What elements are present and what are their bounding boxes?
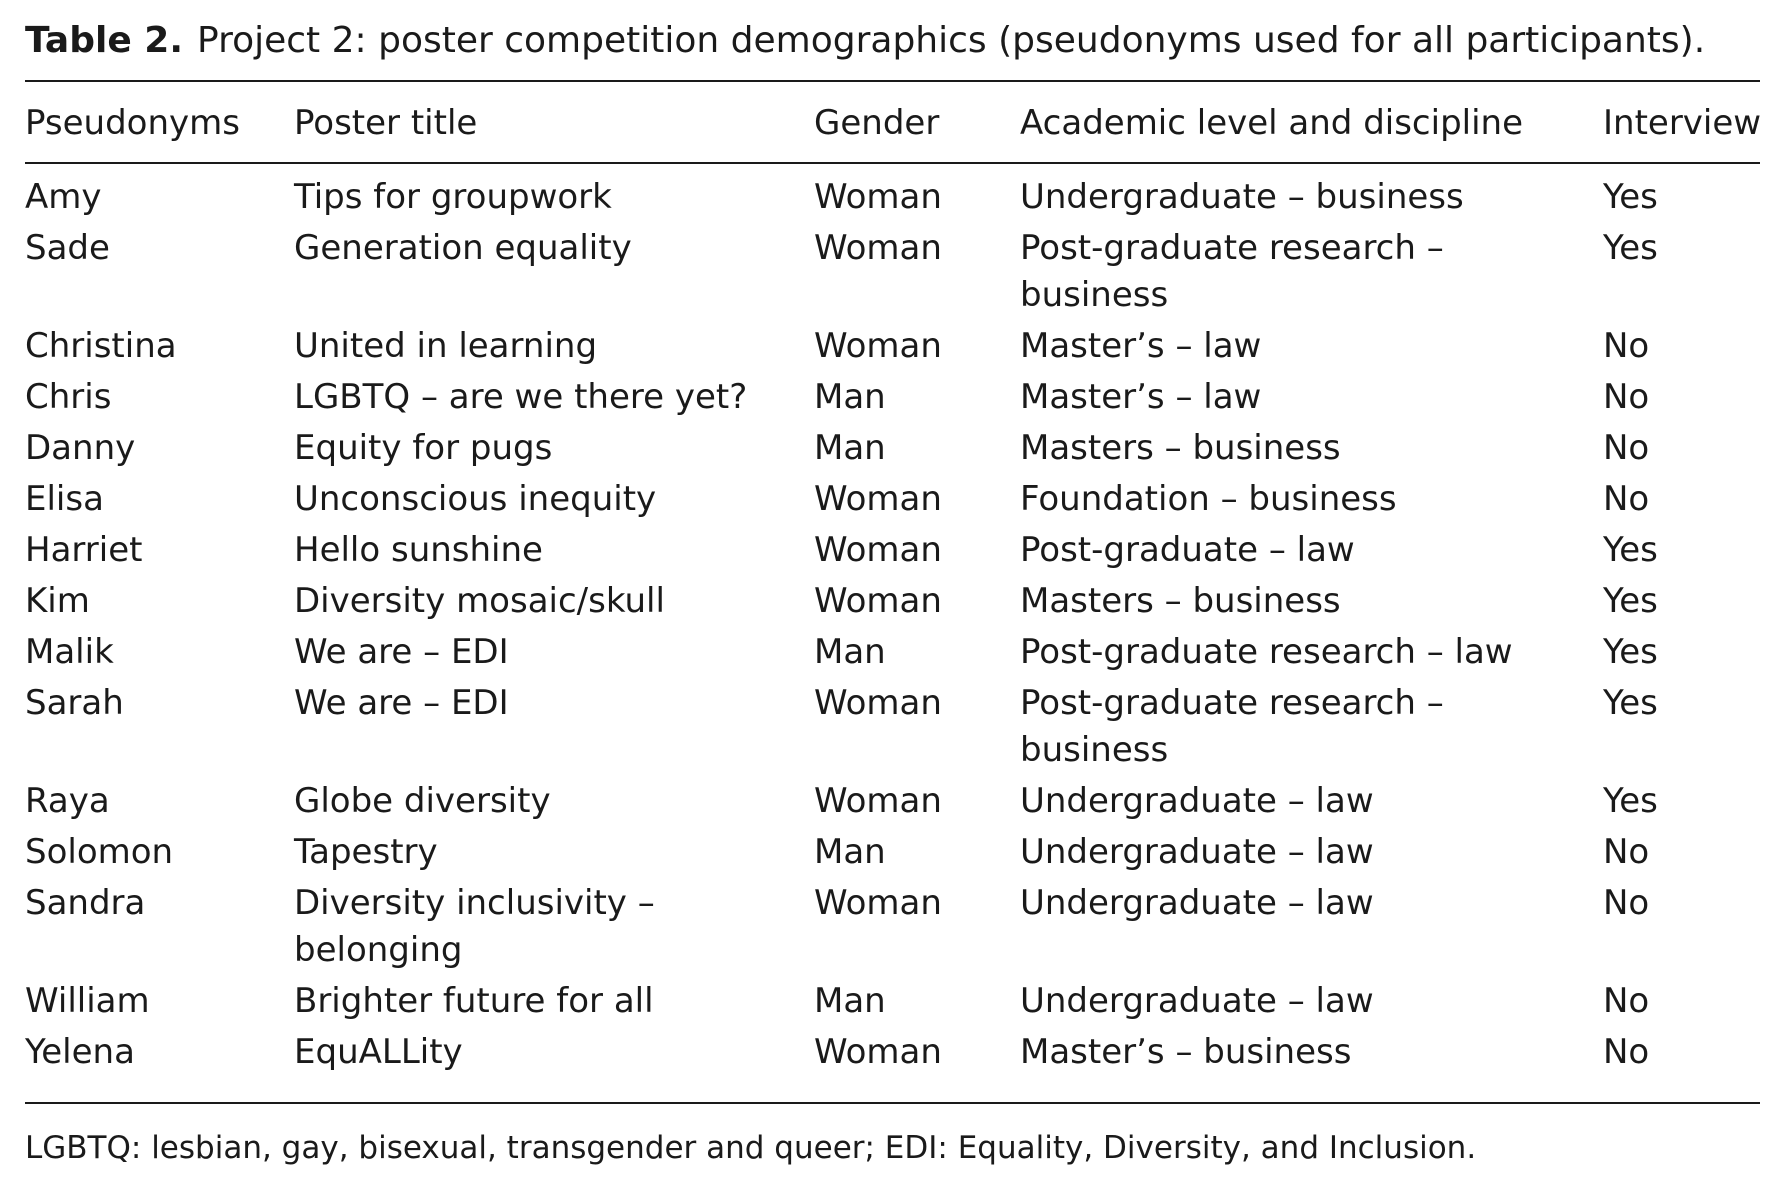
table-top-rule (25, 80, 1760, 82)
table-row (25, 778, 1765, 829)
table-row (25, 323, 1765, 374)
table-header-row (25, 98, 1765, 148)
cell-gender: Man (814, 981, 886, 1021)
column-header-pseudonyms: Pseudonyms (25, 103, 240, 143)
demographics-table (25, 98, 1765, 1080)
table-row (25, 425, 1765, 476)
table-label: Table 2. (25, 20, 183, 61)
cell-academic-level: Undergraduate – business (1020, 177, 1464, 217)
cell-pseudonym: Solomon (25, 832, 174, 872)
cell-gender: Woman (814, 883, 942, 923)
cell-interview: Yes (1603, 530, 1658, 570)
table-row (25, 1029, 1765, 1080)
table-caption-text: Project 2: poster competition demographics (pseudonyms used for all participants). (197, 20, 1706, 61)
cell-academic-level: Undergraduate – law (1020, 981, 1374, 1021)
column-header-gender: Gender (814, 103, 940, 143)
table-row (25, 629, 1765, 680)
cell-poster-title: United in learning (294, 326, 598, 366)
cell-poster-title: EquALLity (294, 1032, 463, 1072)
cell-poster-title-text: Diversity inclusivity – belonging (294, 883, 655, 970)
cell-academic-level: Master’s – law (1020, 326, 1262, 366)
cell-academic-level: Masters – business (1020, 581, 1341, 621)
cell-poster-title: Tips for groupwork (294, 177, 612, 217)
cell-interview: No (1603, 428, 1650, 468)
cell-gender: Man (814, 832, 886, 872)
cell-gender: Man (814, 377, 886, 417)
cell-academic-level: Master’s – business (1020, 1032, 1352, 1072)
cell-interview: Yes (1603, 228, 1658, 268)
cell-gender: Man (814, 428, 886, 468)
table-row (25, 174, 1765, 225)
cell-poster-title: We are – EDI (294, 632, 509, 672)
cell-poster-title: Diversity mosaic/skull (294, 581, 665, 621)
cell-gender: Woman (814, 479, 942, 519)
cell-pseudonym: Yelena (25, 1032, 135, 1072)
cell-poster-title: We are – EDI (294, 683, 509, 723)
cell-pseudonym: Danny (25, 428, 136, 468)
cell-academic-level: Post-graduate research – law (1020, 632, 1513, 672)
cell-gender: Woman (814, 177, 942, 217)
cell-gender: Man (814, 632, 886, 672)
table-bottom-rule (25, 1102, 1760, 1104)
cell-pseudonym: Christina (25, 326, 177, 366)
cell-academic-level-text: Post-graduate research – business (1020, 683, 1444, 770)
table-row (25, 680, 1765, 778)
cell-interview: Yes (1603, 683, 1658, 723)
cell-gender: Woman (814, 781, 942, 821)
cell-gender: Woman (814, 530, 942, 570)
cell-pseudonym: Elisa (25, 479, 104, 519)
cell-academic-level-text: Post-graduate research – business (1020, 228, 1444, 315)
cell-pseudonym: William (25, 981, 150, 1021)
column-header-interview: Interview (1603, 103, 1762, 143)
cell-pseudonym: Sandra (25, 883, 146, 923)
table-caption (25, 18, 1705, 64)
cell-gender: Woman (814, 581, 942, 621)
cell-poster-title (294, 880, 814, 978)
cell-gender: Woman (814, 228, 942, 268)
cell-pseudonym: Harriet (25, 530, 143, 570)
cell-academic-level: Undergraduate – law (1020, 832, 1374, 872)
table-row (25, 578, 1765, 629)
cell-academic-level: Masters – business (1020, 428, 1341, 468)
cell-pseudonym: Sarah (25, 683, 124, 723)
cell-gender: Woman (814, 326, 942, 366)
table-row (25, 374, 1765, 425)
cell-academic-level: Master’s – law (1020, 377, 1262, 417)
cell-interview: No (1603, 883, 1650, 923)
cell-poster-title: Hello sunshine (294, 530, 543, 570)
cell-interview: No (1603, 326, 1650, 366)
cell-interview: No (1603, 479, 1650, 519)
cell-interview: Yes (1603, 632, 1658, 672)
table-row (25, 978, 1765, 1029)
cell-pseudonym: Sade (25, 228, 110, 268)
table-row (25, 527, 1765, 578)
cell-interview: No (1603, 981, 1650, 1021)
cell-pseudonym: Chris (25, 377, 112, 417)
cell-academic-level: Foundation – business (1020, 479, 1397, 519)
table-footnote: LGBTQ: lesbian, gay, bisexual, transgender and queer; EDI: Equality, Diversity, and Inclusion. (25, 1130, 1477, 1166)
column-header-poster-title: Poster title (294, 103, 478, 143)
cell-pseudonym: Malik (25, 632, 114, 672)
column-header-academic-level: Academic level and discipline (1020, 103, 1524, 143)
table-row (25, 225, 1765, 323)
cell-gender: Woman (814, 1032, 942, 1072)
cell-poster-title: Unconscious inequity (294, 479, 657, 519)
cell-academic-level: Undergraduate – law (1020, 781, 1374, 821)
cell-interview: Yes (1603, 177, 1658, 217)
cell-academic-level (1020, 225, 1603, 323)
cell-poster-title: Globe diversity (294, 781, 551, 821)
cell-poster-title: Tapestry (294, 832, 438, 872)
cell-interview: No (1603, 832, 1650, 872)
cell-academic-level (1020, 680, 1603, 778)
cell-interview: Yes (1603, 581, 1658, 621)
cell-poster-title: Equity for pugs (294, 428, 553, 468)
cell-pseudonym: Kim (25, 581, 90, 621)
cell-pseudonym: Raya (25, 781, 110, 821)
cell-poster-title: Generation equality (294, 228, 632, 268)
cell-gender: Woman (814, 683, 942, 723)
cell-interview: Yes (1603, 781, 1658, 821)
cell-interview: No (1603, 1032, 1650, 1072)
cell-academic-level: Undergraduate – law (1020, 883, 1374, 923)
cell-interview: No (1603, 377, 1650, 417)
cell-pseudonym: Amy (25, 177, 102, 217)
table-row (25, 880, 1765, 978)
table-row (25, 829, 1765, 880)
cell-poster-title: LGBTQ – are we there yet? (294, 377, 748, 417)
table-row (25, 476, 1765, 527)
cell-academic-level: Post-graduate – law (1020, 530, 1355, 570)
cell-poster-title: Brighter future for all (294, 981, 654, 1021)
